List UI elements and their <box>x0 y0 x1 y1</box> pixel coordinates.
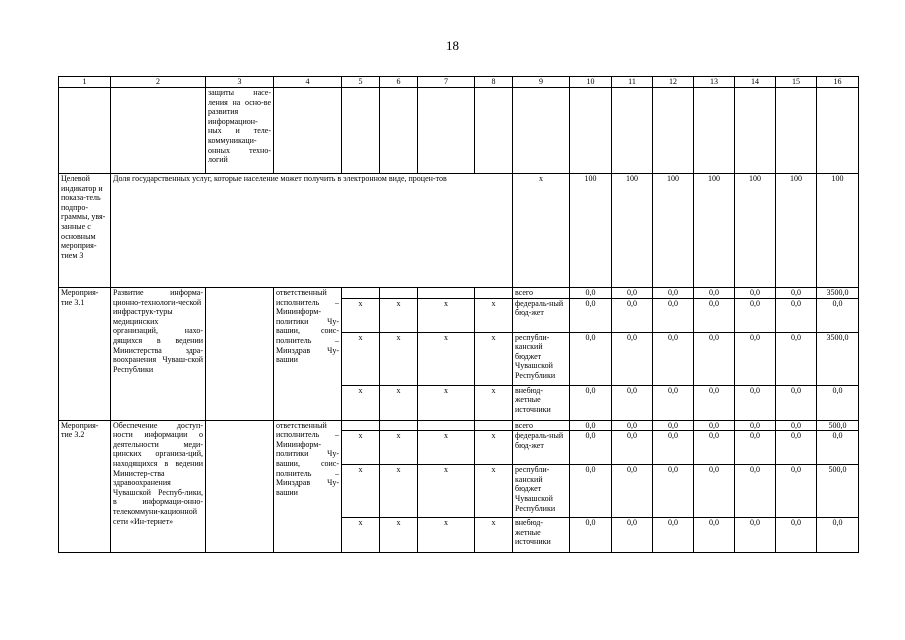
funding-value: 0,0 <box>735 298 776 332</box>
measure-responsible: ответственный исполнитель – Mининформ-политики Чу-вашии, соис-полнитель – Минздрав Чу-вашии <box>274 288 342 421</box>
indicator-value: 100 <box>612 174 653 288</box>
funding-value: 0,0 <box>570 518 612 553</box>
cell <box>111 88 206 174</box>
measure-mark: x <box>418 465 475 518</box>
funding-source: внебюд-жетные источники <box>513 385 570 420</box>
funding-value: 0,0 <box>653 420 694 431</box>
funding-value: 0,0 <box>776 465 817 518</box>
cell <box>776 88 817 174</box>
cell <box>653 88 694 174</box>
measure-mark: x <box>475 385 513 420</box>
measure-mark <box>418 420 475 431</box>
funding-value: 0,0 <box>735 385 776 420</box>
measure-id: Мероприя-тие 3.2 <box>59 420 111 553</box>
funding-value: 0,0 <box>653 518 694 553</box>
cell <box>570 88 612 174</box>
col-header: 11 <box>612 77 653 88</box>
measure-mark: x <box>418 298 475 332</box>
funding-value: 0,0 <box>612 465 653 518</box>
funding-value: 0,0 <box>735 518 776 553</box>
funding-value: 0,0 <box>817 385 859 420</box>
funding-value: 0,0 <box>570 465 612 518</box>
funding-value: 0,0 <box>570 298 612 332</box>
indicator-value: 100 <box>570 174 612 288</box>
indicator-value: 100 <box>694 174 735 288</box>
measure-mark: x <box>342 298 380 332</box>
measure-mark <box>418 288 475 299</box>
measure-mark <box>475 288 513 299</box>
funding-source: республи-канский бюджет Чувашской Республики <box>513 332 570 385</box>
col-header: 6 <box>380 77 418 88</box>
measure-name: Развитие информа-ционно-технологи-ческой инфраструк-туры медицинских организаций, нахо-дящихся в ведении Министерства здра-воохранения Чуваш-ской Республики <box>111 288 206 421</box>
funding-value: 0,0 <box>653 332 694 385</box>
funding-value: 0,0 <box>735 420 776 431</box>
measure-mark <box>380 288 418 299</box>
continuation-row <box>59 88 859 174</box>
funding-value: 0,0 <box>694 385 735 420</box>
funding-value: 3500,0 <box>817 332 859 385</box>
col-header: 10 <box>570 77 612 88</box>
measure-mark: x <box>380 332 418 385</box>
measure-row <box>59 420 859 431</box>
measure-mark: x <box>380 431 418 465</box>
measure-responsible: ответственный исполнитель – Mининформ-политики Чу-вашии, соис-полнитель – Минздрав Чу-вашии <box>274 420 342 553</box>
cell <box>817 88 859 174</box>
funding-value: 0,0 <box>653 465 694 518</box>
funding-value: 0,0 <box>570 385 612 420</box>
indicator-value: 100 <box>776 174 817 288</box>
funding-value: 0,0 <box>570 431 612 465</box>
funding-value: 0,0 <box>653 385 694 420</box>
funding-value: 0,0 <box>612 385 653 420</box>
measure-name: Обеспечение доступ-ности информации о деятельности меди-цинских организа-ций, находящихся в ведении Министер-ства здравоохранения Чувашской Респуб-лики, в информаци-онно-телекоммуни-кационной сети «Ин-тернет» <box>111 420 206 553</box>
cell <box>475 88 513 174</box>
funding-value: 0,0 <box>612 518 653 553</box>
funding-value: 0,0 <box>653 431 694 465</box>
measure-col3 <box>206 288 274 421</box>
funding-value: 0,0 <box>735 431 776 465</box>
funding-value: 0,0 <box>776 298 817 332</box>
cell <box>694 88 735 174</box>
column-number-row <box>59 77 859 88</box>
funding-value: 0,0 <box>776 332 817 385</box>
cell <box>342 88 380 174</box>
funding-value: 0,0 <box>817 298 859 332</box>
col-header: 5 <box>342 77 380 88</box>
funding-value: 0,0 <box>776 431 817 465</box>
funding-value: 0,0 <box>735 288 776 299</box>
measure-row <box>59 288 859 299</box>
program-table <box>58 76 859 553</box>
col-header: 2 <box>111 77 206 88</box>
funding-value: 0,0 <box>612 431 653 465</box>
funding-value: 500,0 <box>817 465 859 518</box>
measure-mark: x <box>418 518 475 553</box>
col-header: 16 <box>817 77 859 88</box>
col-header: 8 <box>475 77 513 88</box>
funding-value: 0,0 <box>694 332 735 385</box>
measure-mark: x <box>418 332 475 385</box>
funding-source: республи-канский бюджет Чувашской Республики <box>513 465 570 518</box>
funding-value: 500,0 <box>817 420 859 431</box>
funding-value: 0,0 <box>694 298 735 332</box>
measure-mark <box>380 420 418 431</box>
measure-mark <box>342 288 380 299</box>
measure-mark: x <box>342 385 380 420</box>
measure-mark: x <box>475 298 513 332</box>
funding-value: 0,0 <box>817 431 859 465</box>
funding-value: 0,0 <box>694 288 735 299</box>
cell <box>513 88 570 174</box>
measure-mark: x <box>342 431 380 465</box>
col-header: 13 <box>694 77 735 88</box>
funding-value: 0,0 <box>776 288 817 299</box>
col-header: 12 <box>653 77 694 88</box>
col-header: 14 <box>735 77 776 88</box>
cell <box>735 88 776 174</box>
col-header: 9 <box>513 77 570 88</box>
measure-mark: x <box>418 385 475 420</box>
funding-value: 0,0 <box>612 420 653 431</box>
col-header: 3 <box>206 77 274 88</box>
measure-id: Мероприя-тие 3.1 <box>59 288 111 421</box>
measure-col3 <box>206 420 274 553</box>
measure-mark: x <box>380 385 418 420</box>
cell <box>418 88 475 174</box>
cell <box>612 88 653 174</box>
funding-source: федераль-ный бюд-жет <box>513 431 570 465</box>
cell <box>274 88 342 174</box>
measure-mark: x <box>475 465 513 518</box>
funding-source: всего <box>513 420 570 431</box>
measure-mark <box>342 420 380 431</box>
funding-value: 0,0 <box>694 518 735 553</box>
indicator-value: 100 <box>735 174 776 288</box>
measure-mark: x <box>380 298 418 332</box>
measure-mark: x <box>380 465 418 518</box>
cell <box>59 88 111 174</box>
measure-mark: x <box>475 518 513 553</box>
measure-mark: x <box>342 332 380 385</box>
funding-value: 0,0 <box>694 420 735 431</box>
measure-mark: x <box>418 431 475 465</box>
indicator-row <box>59 174 859 288</box>
funding-source: всего <box>513 288 570 299</box>
col-header: 7 <box>418 77 475 88</box>
indicator-label: Целевой индикатор и показа-тель подпро-граммы, увя-занные с основным мероприя-тием 3 <box>59 174 111 288</box>
funding-value: 0,0 <box>735 332 776 385</box>
funding-value: 0,0 <box>817 518 859 553</box>
measure-mark: x <box>342 518 380 553</box>
col-header: 15 <box>776 77 817 88</box>
funding-value: 0,0 <box>694 465 735 518</box>
funding-value: 0,0 <box>570 288 612 299</box>
measure-mark: x <box>342 465 380 518</box>
funding-value: 3500,0 <box>817 288 859 299</box>
funding-value: 0,0 <box>776 420 817 431</box>
funding-value: 0,0 <box>653 288 694 299</box>
measure-mark: x <box>475 332 513 385</box>
continued-text: защиты насе-ления на осно-ве развития информацион-ных и теле-коммуникаци-онных техно-логий <box>206 88 274 174</box>
measure-mark: x <box>475 431 513 465</box>
funding-value: 0,0 <box>570 420 612 431</box>
funding-value: 0,0 <box>776 518 817 553</box>
funding-value: 0,0 <box>776 385 817 420</box>
measure-mark <box>475 420 513 431</box>
col-header: 4 <box>274 77 342 88</box>
indicator-col9: x <box>513 174 570 288</box>
funding-source: внебюд-жетные источники <box>513 518 570 553</box>
funding-value: 0,0 <box>612 288 653 299</box>
measure-mark: x <box>380 518 418 553</box>
funding-value: 0,0 <box>735 465 776 518</box>
indicator-text: Доля государственных услуг, которые население может получить в электронном виде, процен-тов <box>111 174 513 288</box>
indicator-value: 100 <box>817 174 859 288</box>
funding-value: 0,0 <box>612 298 653 332</box>
funding-value: 0,0 <box>612 332 653 385</box>
funding-value: 0,0 <box>570 332 612 385</box>
col-header: 1 <box>59 77 111 88</box>
page-number: 18 <box>446 38 459 53</box>
funding-value: 0,0 <box>694 431 735 465</box>
cell <box>380 88 418 174</box>
funding-value: 0,0 <box>653 298 694 332</box>
indicator-value: 100 <box>653 174 694 288</box>
funding-source: федераль-ный бюд-жет <box>513 298 570 332</box>
